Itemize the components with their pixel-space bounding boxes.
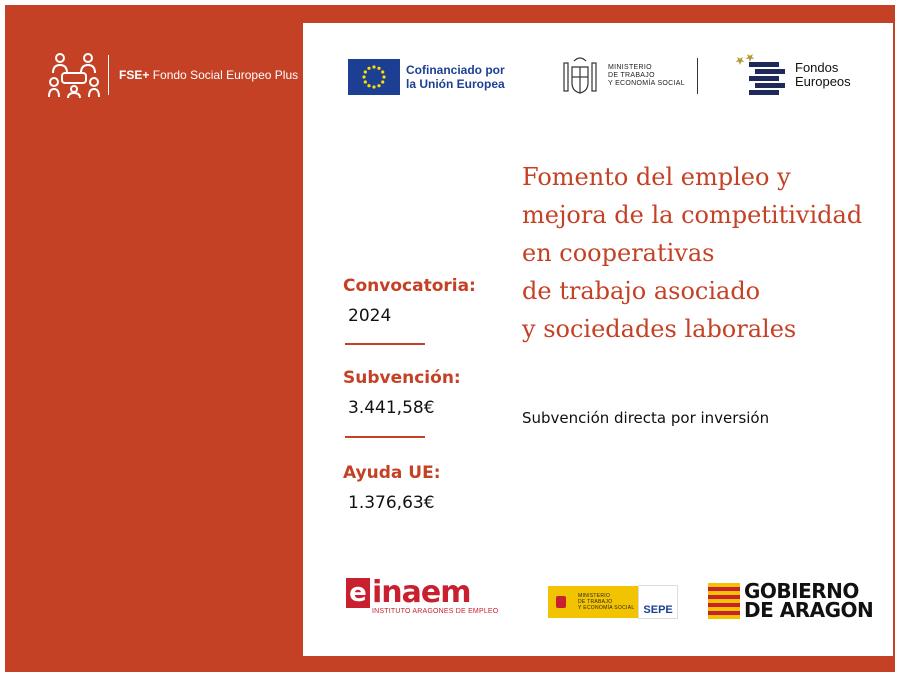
ministry-line-2: DE TRABAJO [608,72,655,79]
title-line-5: y sociedades laborales [522,315,797,343]
spain-coat-of-arms-icon [560,55,600,97]
inaem-subtitle: INSTITUTO ARAGONES DE EMPLEO [372,608,499,615]
eu-text [406,63,505,91]
gobierno-aragon-logo [708,579,874,622]
fse-plus-logo [48,50,298,100]
people-group-icon [48,51,100,99]
subvencion-label: Subvención: [343,368,461,388]
ayuda-label: Ayuda UE: [343,463,441,483]
sepe-ministry-line-1: MINISTERIO [578,593,611,599]
title-line-4: de trabajo asociado [522,277,761,305]
convocatoria-value: 2024 [348,306,392,326]
top-border [303,5,895,23]
ministry-logo [560,55,698,97]
eu-flag-icon [348,59,400,95]
logo-separator [108,55,109,95]
program-label [119,68,298,82]
title-line-2: mejora de la competitividad [522,201,863,229]
divider-1 [345,343,425,345]
subtitle: Subvención directa por inversión [522,409,770,427]
gobierno-text [744,579,874,622]
sepe-ministry-line-2: DE TRABAJO [578,599,613,605]
title-line-1: Fomento del empleo y [522,163,791,191]
convocatoria-label: Convocatoria: [343,276,476,296]
sepe-word: SEPE [643,604,673,616]
fondos-text [795,61,851,89]
ministry-separator [697,58,698,94]
aragon-flag-icon [708,583,740,619]
inaem-e-icon: e [346,578,370,608]
fondos-europeos-icon [735,54,791,96]
gobierno-line-1: GOBIERNO [744,579,859,603]
sepe-block [638,585,677,619]
ministry-line-3: Y ECONOMÍA SOCIAL [608,80,685,87]
gobierno-line-2: DE ARAGON [744,598,874,622]
subvencion-value: 3.441,58€ [348,398,435,418]
ministry-line-1: MINISTERIO [608,64,652,71]
sepe-ministry-line-3: Y ECONOMÍA SOCIAL [578,605,635,611]
fondos-line-2: Europeos [795,74,851,89]
ministry-text [608,64,685,88]
program-name: Fondo Social Europeo Plus [152,68,299,82]
sepe-logo [548,585,678,619]
left-panel [5,5,303,656]
subvencion-block [343,368,461,418]
ayuda-block [343,463,441,513]
eu-line-2: la Unión Europea [406,77,505,91]
bottom-border [5,656,895,672]
ayuda-value: 1.376,63€ [348,493,435,513]
page-title [522,158,872,348]
fondos-europeos-logo [735,54,851,96]
program-short: FSE+ [119,68,150,82]
title-line-3: en cooperativas [522,239,715,267]
convocatoria-block [343,276,476,326]
inaem-logo [346,575,499,615]
sepe-ministry-block [574,586,638,618]
divider-2 [345,436,425,438]
fondos-line-1: Fondos [795,60,839,75]
spain-flag-icon [548,586,574,618]
right-border [893,5,895,672]
inaem-word: inaem [372,575,471,610]
eu-cofinanced-logo [348,59,505,95]
eu-line-1: Cofinanciado por [406,63,505,77]
